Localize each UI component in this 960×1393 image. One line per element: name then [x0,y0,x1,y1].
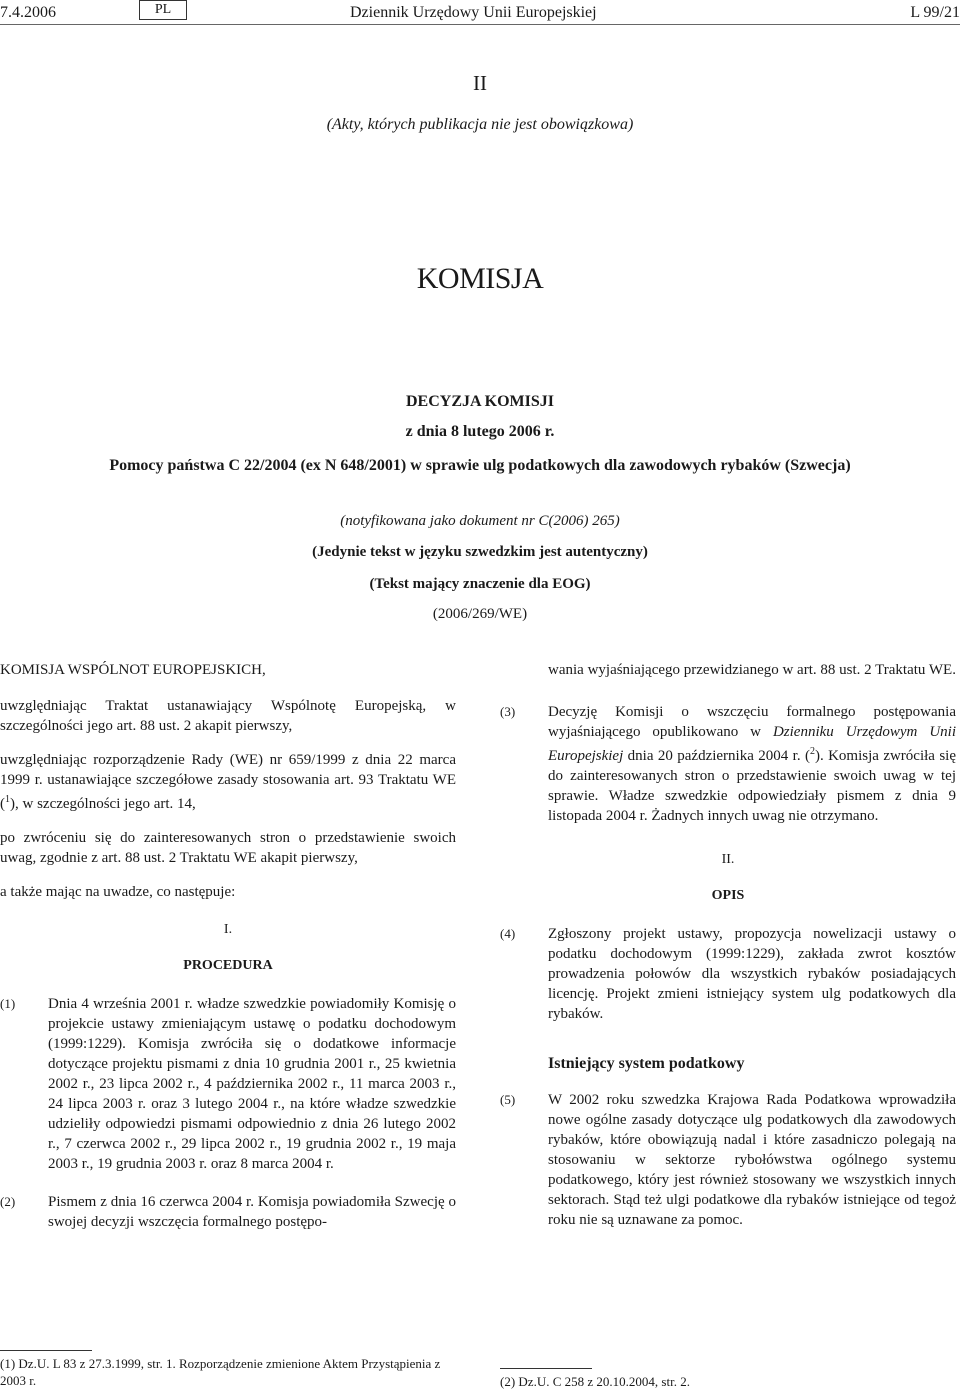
part-subtitle: (Akty, których publikacja nie jest obowiązkowa) [326,116,634,133]
decision-subject: Pomocy państwa C 22/2004 (ex N 648/2001) w sprawie ulg podatkowych dla zawodowych rybaków (Szwecja) [109,457,851,474]
footnote-text: Dz.U. C 258 z 20.10.2004, str. 2. [518,1374,690,1389]
notified-as: (notyfikowana jako dokument nr C(2006) 265) [340,513,620,529]
section-1-number: I. [223,922,233,937]
footnote-number: (2) [500,1374,516,1389]
paragraph-2 [0,1192,456,1232]
paragraph-number: (5) [500,1092,516,1107]
paragraph-number: (2) [0,1194,16,1209]
footnote-number: (1) [0,1356,16,1371]
footnote-divider-right [500,1368,592,1369]
recital-treaty: uwzględniając Traktat ustanawiający Wspólnotę Europejską, w szczególności jego art. 88 ust. 2 akapit pierwszy, [0,698,456,734]
footnote-text: Dz.U. L 83 z 27.3.1999, str. 1. Rozporządzenie zmienione Aktem Przystąpienia z 2003 r. [0,1356,441,1388]
section-2-number: II. [721,852,735,867]
paragraph-text: W 2002 roku szwedzka Krajowa Rada Podatkowa wprowadziła nowe ogólne zasady dotyczące ulg podatkowych dla zawodowych rybaków, które obowiązują nadal i które zasadniczo polegają na stosowaniu w sektorze rybołówstwa ogólnego systemu podatkowego, który jest również stosowany we wszystkich innych sektorach. Stąd też ulgi podatkowe dla rybaków istniejące od tegoż roku nie są uznawane za pomoc. [548,1092,956,1228]
footnote-divider-left [0,1350,92,1351]
left-column [0,660,456,1250]
recital-comments: po zwróceniu się do zainteresowanych stron o przedstawienie swoich uwag, zgodnie z art. 88 ust. 2 Traktatu WE akapit pierwszy, [0,830,456,866]
footnote-1 [0,1355,456,1389]
paragraph-text: Pismem z dnia 16 czerwca 2004 r. Komisja powiadomiła Szwecję o swojej decyzji wszczęcia formalnego postępo- [48,1194,456,1230]
right-column [500,660,956,1248]
paragraph-text: Zgłoszony projekt ustawy, propozycja nowelizacji ustawy o podatku dochodowym (1999:1229), zakłada zwrot kosztów prowadzenia połowów dla wszystkich rybaków posiadających licencję. Projekt zmieni istniejący system ulg podatkowych dla rybaków. [548,926,956,1022]
institution-heading: KOMISJA [416,262,544,295]
paragraph-4 [500,924,956,1024]
eea-relevance: (Tekst mający znaczenie dla EOG) [369,576,591,592]
decision-date: z dnia 8 lutego 2006 r. [405,423,555,440]
commission-intro: KOMISJA WSPÓLNOT EUROPEJSKICH, [0,662,266,678]
paragraph-text: wania wyjaśniającego przewidzianego w art. 88 ust. 2 Traktatu WE. [548,662,956,678]
footnote-ref-1[interactable]: 1 [5,794,10,805]
paragraph-number: (1) [0,996,16,1011]
header-divider [0,24,960,25]
paragraph-1 [0,994,456,1174]
footnote-2 [500,1373,956,1390]
paragraph-2-continued [500,660,956,680]
section-2-title: OPIS [711,888,745,903]
journal-title: Dziennik Urzędowy Unii Europejskiej [350,4,597,21]
section-1-title: PROCEDURA [183,958,273,973]
decision-title: DECYZJA KOMISJI [405,393,555,410]
paragraph-text: Dnia 4 września 2001 r. władze szwedzkie powiadomiły Komisję o projekcie ustawy zmieniającym ustawę o podatku dochodowym (1999:1229). Komisja zwróciła się o dodatkowe informacje dotyczące projektu pismami z dnia 10 grudnia 2001 r., 25 kwietnia 2002 r., 23 lipca 2002 r., 4 października 2002 r., 11 marca 2003 r., 24 lipca 2003 r. oraz 3 lutego 2004 r., na które władze szwedzkie udzieliły odpowiedzi pismami odpowiednio z dnia 26 lutego 2002 r., 7 czerwca 2002 r., 29 lipca 2002 r., 19 grudnia 2002 r., 19 maja 2003 r., 19 grudnia 2003 r. oraz 8 marca 2004 r. [48,996,456,1172]
language-badge: PL [139,0,187,20]
header-date: 7.4.2006 [0,4,56,21]
part-number: II [473,71,487,95]
paragraph-number: (4) [500,926,516,941]
recital-whereas: a także mając na uwadze, co następuje: [0,884,236,900]
decision-number: (2006/269/WE) [432,606,528,622]
page-number: L 99/21 [910,4,960,21]
paragraph-text: Decyzję Komisji o wszczęciu formalnego postępowania wyjaśniającego opublikowano w Dzienniku Urzędowym Unii Europejskiej dnia 20 października 2004 r. ($^2$). Komisja zwróciła się do zainteresowanych stron o przedstawienie swoich uwag w tej sprawie. Władze szwedzkie odpowiedziały pismem z dnia 9 listopada 2004 r. Żadnych innych uwag nie otrzymano. [548,704,957,824]
subsection-title: Istniejący system podatkowy [548,1055,745,1072]
authentic-language: (Jedynie tekst w języku szwedzkim jest autentyczny) [312,544,648,560]
recital-regulation: uwzględniając rozporządzenie Rady (WE) nr 659/1999 z dnia 22 marca 1999 r. ustanawiające szczegółowe zasady stosowania art. 93 Traktatu WE ($^1$), w szczególności jego art. 14, [0,752,456,812]
paragraph-5 [500,1090,956,1230]
paragraph-number: (3) [500,704,516,719]
footnote-ref-2[interactable]: 2 [809,746,815,757]
paragraph-3 [500,702,956,826]
